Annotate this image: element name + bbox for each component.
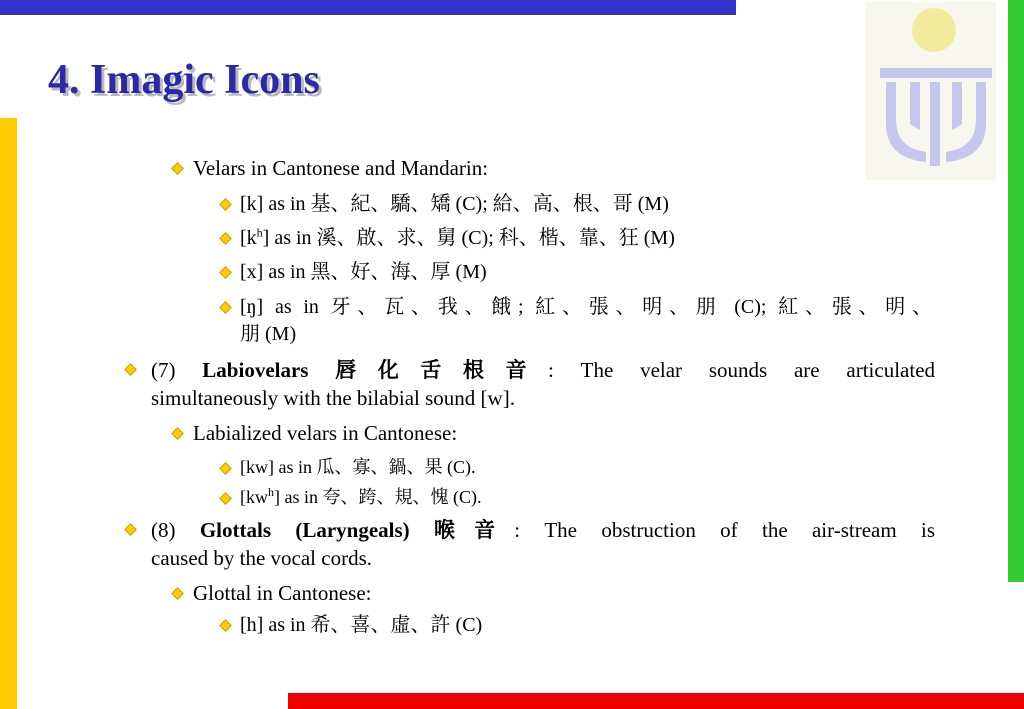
list-item (240, 191, 669, 218)
item-term-cjk: 唇化舌根音 (335, 358, 548, 382)
aspiration-superscript: h (268, 485, 274, 499)
item-term-cjk: 喉音 (434, 518, 515, 542)
item-term: Glottals (Laryngeals) (199, 518, 410, 542)
bullet-diamond-icon (219, 619, 232, 632)
item-text: [x] as in 黑、好、海、厚 (M) (240, 261, 487, 283)
list-item (240, 294, 932, 348)
bullet-diamond-icon (219, 266, 232, 279)
item-text-rest: : The velar sounds are articulated (548, 358, 936, 382)
bullet-diamond-icon (219, 301, 232, 314)
item-text-rest: : The obstruction of the air-stream is (514, 518, 936, 542)
item-text: [k] as in 基、紀、驕、矯 (C); 給、高、根、哥 (M) (240, 193, 669, 215)
item-text-line2: simultaneously with the bilabial sound [w]. (151, 386, 515, 410)
item-text: Labialized velars in Cantonese: (193, 421, 458, 445)
list-item (151, 356, 935, 412)
item-number: (8) (151, 518, 176, 542)
item-text: [h] as in 希、喜、虛、許 (C) (240, 614, 483, 636)
item-text: Glottal in Cantonese: (193, 581, 372, 605)
item-text-line1: [ŋ] as in 牙、瓦、我、餓; 紅、張、明、朋 (C); 紅、張、明、 (240, 296, 932, 318)
bullet-diamond-icon (219, 198, 232, 211)
item-text-line2: 朋 (M) (240, 323, 297, 345)
bullet-diamond-icon (171, 162, 184, 175)
list-item (240, 612, 482, 639)
bullet-diamond-icon (171, 427, 184, 440)
bullet-diamond-icon (219, 462, 232, 475)
item-text-pre: [kw (240, 487, 268, 507)
slide-title: 4. Imagic Icons (48, 57, 320, 103)
item-text: [kw] as in 瓜、寡、鍋、果 (C). (240, 457, 476, 477)
list-item (193, 579, 371, 607)
item-text-line2: caused by the vocal cords. (151, 546, 373, 570)
item-text-pre: [k (240, 227, 257, 249)
bullet-diamond-icon (124, 363, 137, 376)
aspiration-superscript: h (256, 225, 263, 240)
bullet-diamond-icon (219, 492, 232, 505)
list-item (193, 154, 488, 182)
bullet-diamond-icon (219, 232, 232, 245)
list-item (240, 225, 675, 252)
item-text: Velars in Cantonese and Mandarin: (193, 156, 489, 180)
list-item (193, 419, 457, 447)
bullet-diamond-icon (124, 523, 137, 536)
list-item (240, 455, 475, 480)
item-text-post: ] as in 夸、跨、規、愧 (C). (274, 487, 482, 507)
item-term: Labiovelars (202, 358, 309, 382)
list-item (151, 516, 935, 572)
item-number: (7) (151, 358, 176, 382)
item-text-post: ] as in 溪、啟、求、舅 (C); 科、楷、靠、狂 (M) (262, 227, 675, 249)
list-item (240, 485, 481, 510)
list-item (240, 259, 487, 286)
bullet-diamond-icon (171, 587, 184, 600)
